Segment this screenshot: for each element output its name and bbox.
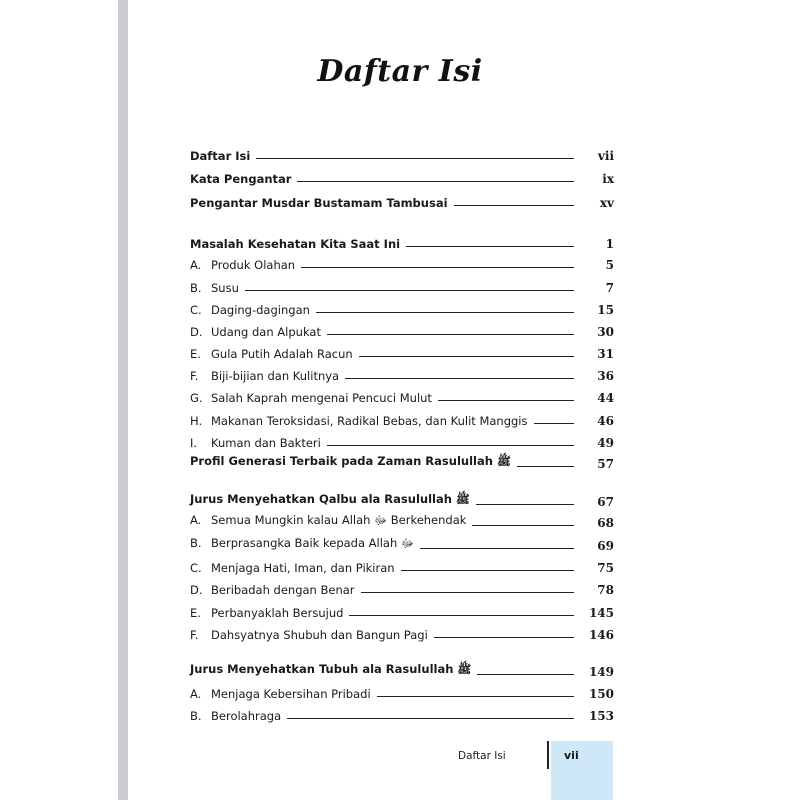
- toc-page-number: 68: [597, 516, 614, 530]
- toc-leader-line: [316, 312, 574, 313]
- toc-entry[interactable]: [190, 624, 614, 642]
- toc-entry[interactable]: [190, 299, 614, 317]
- toc-entry-letter: H.: [190, 414, 203, 428]
- toc-entry[interactable]: [190, 683, 614, 701]
- toc-leader-line: [434, 637, 574, 638]
- toc-page-number: 150: [588, 687, 614, 701]
- toc-entry-letter: B.: [190, 536, 202, 550]
- toc-page-number: 149: [588, 665, 614, 679]
- toc-page-number: 146: [588, 628, 614, 642]
- toc-entry-letter: B.: [190, 281, 202, 295]
- toc-page-number: 36: [597, 369, 614, 383]
- toc-entry-title: [190, 369, 339, 383]
- toc-entry[interactable]: [190, 491, 614, 509]
- toc-entry-title: [190, 513, 466, 530]
- toc-page-number: ix: [602, 172, 614, 186]
- page-title: Daftar Isi: [317, 54, 483, 89]
- toc-entry[interactable]: [190, 453, 614, 471]
- toc-entry[interactable]: [190, 192, 614, 210]
- toc-entry[interactable]: [190, 535, 614, 553]
- toc-entry-title: [190, 196, 448, 210]
- toc-entry-label: Perbanyaklah Bersujud: [211, 606, 344, 620]
- toc-entry-label: Gula Putih Adalah Racun: [211, 347, 353, 361]
- toc-page-number: 49: [597, 436, 614, 450]
- toc-entry-title: [190, 391, 432, 405]
- toc-entry-label: Menjaga Hati, Iman, dan Pikiran: [211, 561, 395, 575]
- toc-entry[interactable]: [190, 661, 614, 679]
- toc-entry-title: [190, 258, 295, 272]
- toc-page-number: 69: [597, 539, 614, 553]
- toc-leader-line: [454, 205, 574, 206]
- toc-entry-letter: A.: [190, 258, 202, 272]
- toc-entry-letter: F.: [190, 628, 199, 642]
- toc-entry[interactable]: [190, 602, 614, 620]
- toc-page-number: 75: [597, 561, 614, 575]
- toc-leader-line: [438, 400, 574, 401]
- toc-entry[interactable]: [190, 705, 614, 723]
- toc-entry-label: Biji-bijian dan Kulitnya: [211, 369, 340, 383]
- toc-entry-title: [190, 687, 371, 701]
- page-spine-bar: [118, 0, 128, 800]
- toc-entry[interactable]: [190, 387, 614, 405]
- toc-leader-line: [476, 504, 574, 505]
- toc-entry[interactable]: [190, 168, 614, 186]
- toc-entry-title: [190, 628, 428, 642]
- toc-leader-line: [297, 181, 574, 182]
- toc-entry[interactable]: [190, 557, 614, 575]
- toc-leader-line: [301, 267, 574, 268]
- toc-entry-label: Daftar Isi: [190, 149, 251, 163]
- toc-entry-label: Berolahraga: [211, 709, 282, 723]
- toc-entry-title: [190, 662, 471, 679]
- toc-entry[interactable]: [190, 277, 614, 295]
- toc-entry-title: [190, 303, 310, 317]
- toc-entry-label: Makanan Teroksidasi, Radikal Bebas, dan Kulit Manggis: [211, 414, 528, 428]
- toc-page-number: 57: [597, 457, 614, 471]
- toc-entry-label: Produk Olahan: [211, 258, 296, 272]
- toc-leader-line: [349, 615, 574, 616]
- toc-entry-title: [190, 347, 353, 361]
- toc-entry[interactable]: [190, 579, 614, 597]
- footer-page-box: [551, 741, 613, 800]
- toc-leader-line: [401, 570, 574, 571]
- toc-leader-line: [256, 158, 574, 159]
- toc-entry[interactable]: [190, 321, 614, 339]
- toc-entry-title: [190, 149, 250, 163]
- toc-entry-label: Semua Mungkin kalau Allah ﷻ Berkehendak: [211, 513, 467, 527]
- toc-entry-title: [190, 325, 321, 339]
- toc-entry-title: [190, 454, 511, 471]
- toc-leader-line: [287, 718, 574, 719]
- toc-entry-title: [190, 583, 355, 597]
- toc-entry-label: Jurus Menyehatkan Tubuh ala Rasulullah ﷺ: [190, 662, 472, 676]
- toc-entry-label: Profil Generasi Terbaik pada Zaman Rasulullah ﷺ: [190, 454, 511, 468]
- toc-page-number: 7: [605, 281, 614, 295]
- toc-leader-line: [345, 378, 574, 379]
- toc-entry-label: Udang dan Alpukat: [211, 325, 321, 339]
- toc-entry-letter: E.: [190, 347, 201, 361]
- toc-page-number: 145: [588, 606, 614, 620]
- toc-entry-title: [190, 561, 395, 575]
- toc-page-number: 15: [597, 303, 614, 317]
- toc-entry-title: [190, 492, 470, 509]
- toc-page-number: 46: [597, 414, 614, 428]
- toc-page-number: 78: [597, 583, 614, 597]
- toc-entry-label: Menjaga Kebersihan Pribadi: [211, 687, 371, 701]
- toc-entry-label: Berprasangka Baik kepada Allah ﷻ: [211, 536, 414, 550]
- toc-entry-letter: D.: [190, 325, 203, 339]
- toc-entry-label: Dahsyatnya Shubuh dan Bangun Pagi: [211, 628, 428, 642]
- toc-entry[interactable]: [190, 432, 614, 450]
- toc-entry-letter: C.: [190, 303, 202, 317]
- toc-entry-title: [190, 536, 414, 553]
- toc-entry[interactable]: [190, 512, 614, 530]
- toc-entry-title: [190, 172, 291, 186]
- toc-entry[interactable]: [190, 410, 614, 428]
- toc-entry[interactable]: [190, 145, 614, 163]
- toc-entry-label: Daging-dagingan: [211, 303, 310, 317]
- toc-page-number: 153: [588, 709, 614, 723]
- toc-entry-letter: A.: [190, 687, 202, 701]
- toc-entry-letter: D.: [190, 583, 203, 597]
- footer-page-number: vii: [564, 749, 579, 762]
- toc-entry-label: Beribadah dengan Benar: [211, 583, 355, 597]
- toc-page-number: 1: [605, 237, 614, 251]
- toc-page-number: xv: [599, 196, 614, 210]
- toc-entry-title: [190, 606, 343, 620]
- toc-entry-letter: G.: [190, 391, 203, 405]
- toc-entry-label: Pengantar Musdar Bustamam Tambusai: [190, 196, 448, 210]
- toc-entry[interactable]: [190, 365, 614, 383]
- toc-entry-label: Jurus Menyehatkan Qalbu ala Rasulullah ﷺ: [190, 492, 470, 506]
- toc-page-number: 67: [597, 495, 614, 509]
- toc-page-number: 30: [597, 325, 614, 339]
- toc-leader-line: [359, 356, 574, 357]
- toc-entry-letter: I.: [190, 436, 198, 450]
- toc-leader-line: [472, 525, 574, 526]
- toc-page-number: vii: [597, 149, 614, 163]
- footer-divider: [547, 741, 549, 769]
- toc-leader-line: [406, 246, 574, 247]
- toc-page-number: 31: [597, 347, 614, 361]
- toc-entry-title: [190, 436, 321, 450]
- toc-entry-label: Kuman dan Bakteri: [211, 436, 321, 450]
- toc-page-number: 44: [597, 391, 614, 405]
- toc-leader-line: [377, 696, 574, 697]
- toc-leader-line: [327, 334, 574, 335]
- toc-entry-title: [190, 414, 528, 428]
- toc-entry-title: [190, 709, 281, 723]
- toc-entry-letter: B.: [190, 709, 202, 723]
- footer-section-label: Daftar Isi: [458, 750, 506, 762]
- toc-leader-line: [327, 445, 574, 446]
- toc-entry-label: Kata Pengantar: [190, 172, 292, 186]
- toc-page-number: 5: [605, 258, 614, 272]
- toc-entry-label: Masalah Kesehatan Kita Saat Ini: [190, 237, 401, 251]
- toc-entry[interactable]: [190, 233, 614, 251]
- toc-leader-line: [477, 674, 574, 675]
- toc-entry-letter: A.: [190, 513, 202, 527]
- toc-leader-line: [245, 290, 574, 291]
- toc-entry-letter: E.: [190, 606, 201, 620]
- toc-entry-title: [190, 281, 239, 295]
- toc-entry[interactable]: [190, 254, 614, 272]
- toc-leader-line: [361, 592, 574, 593]
- toc-entry-label: Salah Kaprah mengenai Pencuci Mulut: [211, 391, 432, 405]
- toc-entry-title: [190, 237, 400, 251]
- toc-entry-label: Susu: [211, 281, 239, 295]
- toc-entry[interactable]: [190, 343, 614, 361]
- toc-leader-line: [420, 548, 574, 549]
- toc-entry-letter: F.: [190, 369, 199, 383]
- toc-leader-line: [534, 423, 575, 424]
- toc-entry-letter: C.: [190, 561, 202, 575]
- toc-leader-line: [517, 466, 574, 467]
